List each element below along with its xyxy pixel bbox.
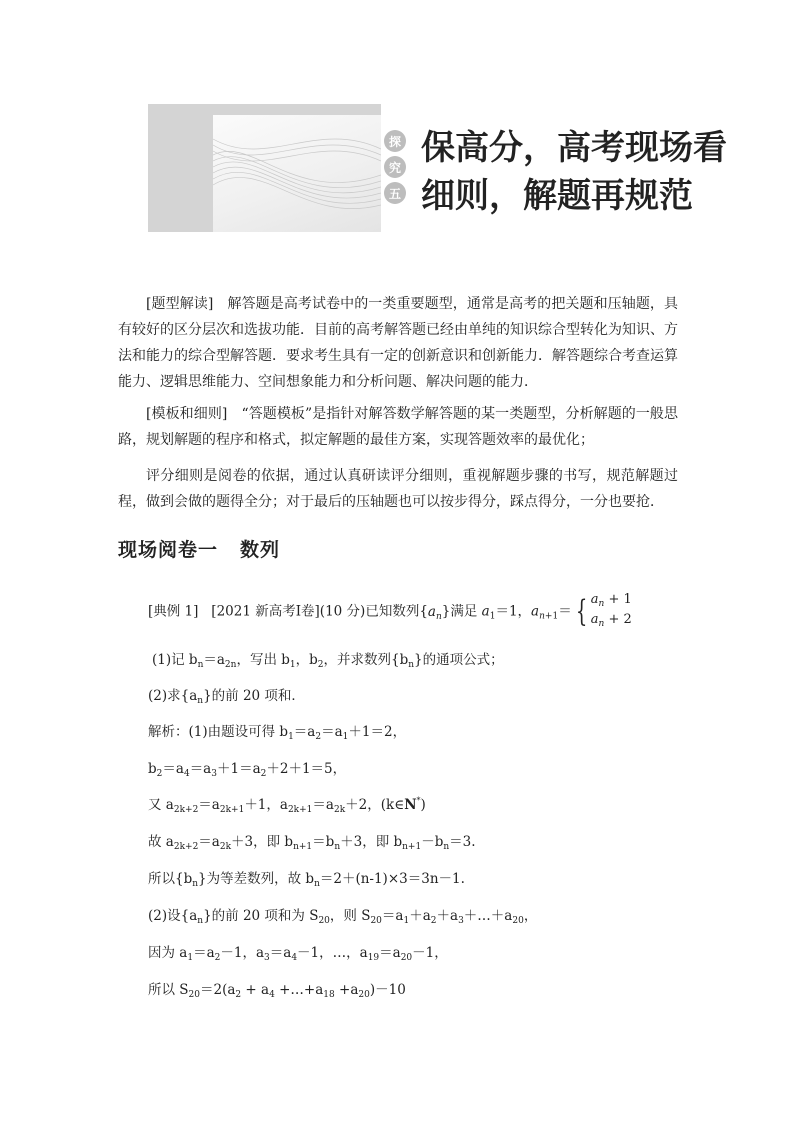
text-frag: ＝a xyxy=(312,797,334,813)
text-frag: ＝a xyxy=(198,834,220,850)
text-frag: (1)记 b xyxy=(152,652,198,668)
text-frag: ＋…＋a xyxy=(463,908,513,924)
text-frag: ＋a xyxy=(409,908,431,924)
text-frag: －b xyxy=(421,834,444,850)
text-frag: ＝2＋(n-1)×3＝3n－1. xyxy=(319,871,465,887)
text-frag: ＝ xyxy=(558,603,572,620)
text-frag: b xyxy=(148,761,157,777)
example-source: [2021 新高考Ⅰ卷](10 分)已知数列{ xyxy=(211,603,428,620)
text-frag: ＝1， xyxy=(495,603,532,620)
seal-char-1: 探 xyxy=(384,130,406,152)
text-frag: ) xyxy=(420,797,426,813)
text-frag: ＋3，即 b xyxy=(231,834,294,850)
text-frag: －1， xyxy=(412,945,448,961)
example-label: [典例 1] xyxy=(148,603,199,620)
text-frag: 故 a xyxy=(148,834,174,850)
question-1: (1)记 $b_n=a_{2n}$，写出 $b_1$，$b_2$，并求数列$\{b_n\}$的通项公式； xyxy=(152,652,504,670)
intro-paragraph-3: 评分细则是阅卷的依据，通过认真研读评分细则，重视解题步骤的书写，规范解题过程，做到会做的题得全分；对于最后的压轴题也可以按步得分，踩点得分，一分也要抢． xyxy=(118,468,678,510)
text-frag: + a xyxy=(241,982,270,998)
text-frag: －1，…，a xyxy=(297,945,368,961)
solution-line-1: 解析：(1)由题设可得 $b_1=a_2=a_1+1=2$， xyxy=(148,724,407,742)
text-frag: +…+a xyxy=(274,982,324,998)
text-frag: +a xyxy=(334,982,359,998)
example-statement: [典例 1] [2021 新高考Ⅰ卷](10 分)已知数列$\{a_n\}$满足 $a_1=1$，$a_{n+1}=$ { $a_n + 1$ $a_n + 2$ xyxy=(148,592,632,632)
text-frag: ， xyxy=(523,908,538,924)
text-frag: ＝a xyxy=(198,797,220,813)
text-frag: 因为 a xyxy=(148,945,188,961)
banner-wave-panel xyxy=(213,115,381,232)
solution-line-2: $b_2=a_4=a_3+1=a_2+2+1=5$， xyxy=(148,761,347,779)
text-frag: ＝a xyxy=(321,724,343,740)
solution-line-8: 所以 $S_{20}=2(a_2 + a_4$ $+\dots+a_{18} +a_{20})-10$ xyxy=(148,982,406,1000)
text-frag: ＝a xyxy=(162,761,184,777)
text-frag: ＋2，(k∈ xyxy=(345,797,405,813)
text-frag: ＝2(a xyxy=(200,982,236,998)
wave-lines-graphic xyxy=(213,115,381,232)
text-frag: ，写出 b xyxy=(236,652,290,668)
text-frag: }满足 xyxy=(441,603,482,620)
text-frag: ，b xyxy=(295,652,318,668)
title-line-2: 细则，解题再规范 xyxy=(421,176,693,216)
text-frag: ，则 S xyxy=(329,908,371,924)
case-1: + 1 xyxy=(608,592,632,607)
solution-line-3: 又 $a_{2k+2}=a_{2k+1}+1$，$a_{2k+1}=a_{2k}+2$，(k∈N*) xyxy=(148,796,426,815)
text-frag: ＝a xyxy=(269,945,292,961)
text-frag: (2)求{a xyxy=(148,688,198,704)
text-frag: ，并求数列{b xyxy=(323,652,409,668)
text-frag: 又 a xyxy=(148,797,174,813)
solution-line-6: (2)设$\{a_n\}$的前 20 项和为 $S_{20}$，则 $S_{20}=a_1+a_2+a_3+\dots+a_{20}$， xyxy=(148,908,538,926)
case-2: + 2 xyxy=(608,612,632,627)
text-frag: ＝a xyxy=(381,908,404,924)
text-frag: }的前 20 项和． xyxy=(203,688,305,704)
text-frag: ＋1＝a xyxy=(216,761,261,777)
text-frag: )－10 xyxy=(369,982,406,998)
section-title-topic: 数列 xyxy=(240,539,281,561)
text-frag: (2)设{a xyxy=(148,908,198,924)
text-frag: ＝a xyxy=(203,652,225,668)
text-frag: ＋2＋1＝5， xyxy=(266,761,347,777)
text-frag: }的前 20 项和为 S xyxy=(203,908,319,924)
text-frag: }的通项公式； xyxy=(414,652,504,668)
intro-paragraph-1: [题型解读] 解答题是高考试卷中的一类重要题型，通常是高考的把关题和压轴题，具有较好的区分层次和选拔功能．目前的高考解答题已经由单纯的知识综合型转化为知识、方法和能力的综合型解答题．要求考生具有一定的创新意识和创新能力．解答题综合考查运算能力、逻辑思维能力、空间想象能力和分析问题、解决问题的能力． xyxy=(118,296,678,390)
intro-paragraph-2: [模板和细则] “答题模板”是指针对解答数学解答题的某一类题型，分析解题的一般思路，规划解题的程序和格式，拟定解题的最佳方案，实现答题效率的最优化； xyxy=(118,406,678,448)
seal-char-2: 究 xyxy=(384,156,406,178)
text-frag: 所以 S xyxy=(148,982,189,998)
piecewise-formula: { $a_n + 1$ $a_n + 2$ xyxy=(575,592,632,629)
page-title xyxy=(421,124,727,220)
text-frag: ＝a xyxy=(189,761,212,777)
text-frag: ＝a xyxy=(379,945,401,961)
text-frag: ＝a xyxy=(293,724,316,740)
text-frag: ＋3，即 b xyxy=(340,834,403,850)
text-frag: ＋1＝2， xyxy=(348,724,407,740)
text-frag: －1，a xyxy=(220,945,265,961)
text-frag: ＝3. xyxy=(449,834,476,850)
text-frag: ＋1，a xyxy=(244,797,288,813)
text-frag: ＝a xyxy=(193,945,215,961)
text-frag: ＋a xyxy=(436,908,459,924)
text-frag: 所以{b xyxy=(148,871,193,887)
section-title-main: 现场阅卷一 xyxy=(118,539,219,561)
title-line-1: 保高分，高考现场看 xyxy=(421,128,727,168)
banner-graphic xyxy=(148,104,381,232)
solution-line-7: 因为 $a_1=a_2-1$，$a_3=a_4-1$，…，$a_{19}=a_{20}-1$， xyxy=(148,945,448,963)
question-2: (2)求$\{a_n\}$的前 20 项和． xyxy=(148,688,305,706)
solution-line-5: 所以$\{b_n\}$为等差数列，故 $b_n=2+(n-1)\times 3=3n-1$. xyxy=(148,871,465,889)
solution-line-4: 故 $a_{2k+2}=a_{2k}+3$，即 $b_{n+1}=b_n+3$，即 $b_{n+1}-b_n=3$. xyxy=(148,834,476,852)
seal-char-3: 五 xyxy=(384,182,406,204)
text-frag: ＝b xyxy=(312,834,335,850)
text-frag: }为等差数列，故 b xyxy=(198,871,315,887)
section-title xyxy=(118,535,280,562)
text-frag: 解析：(1)由题设可得 b xyxy=(148,724,289,740)
